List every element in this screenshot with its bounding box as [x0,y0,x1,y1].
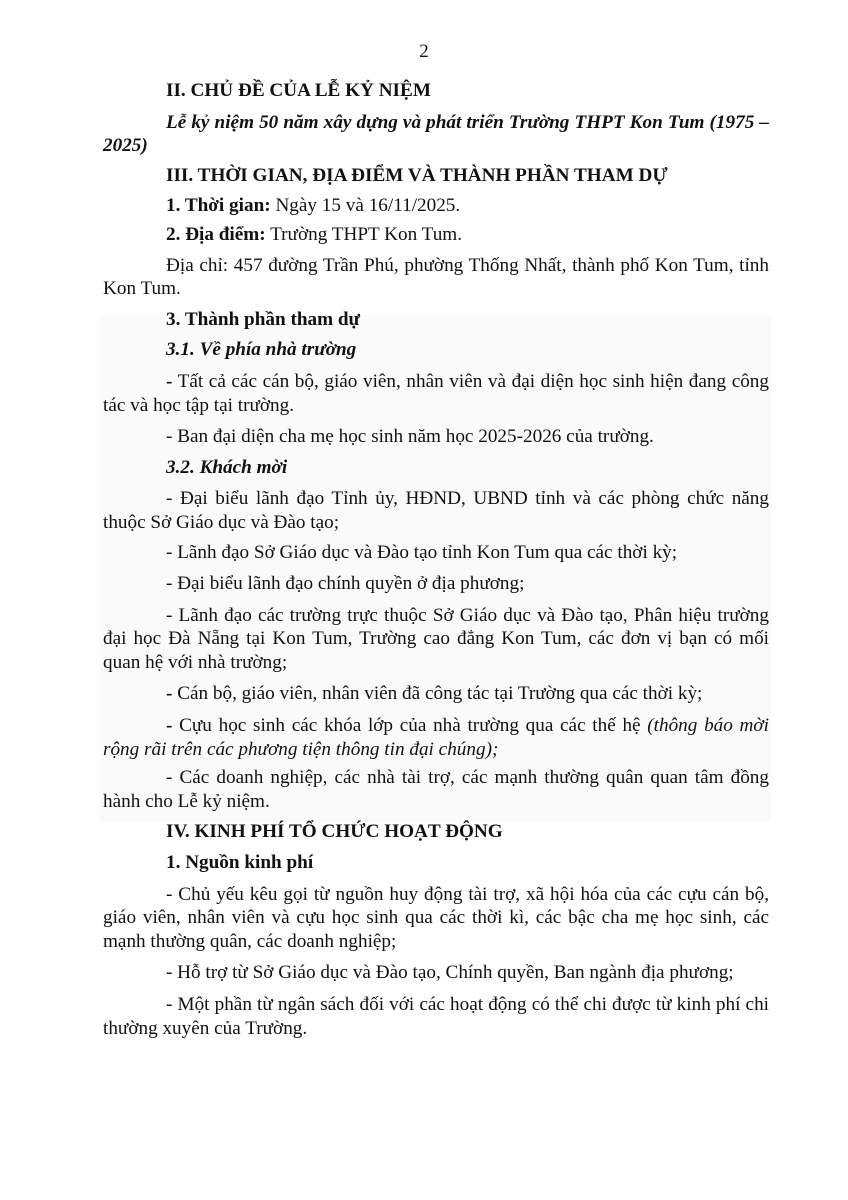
list-item: - Chủ yếu kêu gọi từ nguồn huy động tài trợ, xã hội hóa của các cựu cán bộ, giáo viên, nhân viên và cựu học sinh qua các thời kì, các bậc cha mẹ học sinh, các mạnh thường quân, các doanh nghiệp; [103,883,769,952]
list-item-text: Các doanh nghiệp, các nhà tài trợ, các mạnh thường quân quan tâm đồng hành cho Lễ kỷ niệm. [103,767,769,812]
dash: - [166,573,173,595]
place-label: 2. Địa điểm: [166,223,266,245]
list-item [103,541,769,565]
list-item [103,425,769,449]
funding-heading: 1. Nguồn kinh phí [166,852,314,874]
page-number: 2 [419,41,429,62]
list-item: - Hỗ trợ từ Sở Giáo dục và Đào tạo, Chính quyền, Ban ngành địa phương; [166,962,734,984]
dash: - [166,541,173,563]
school-side-heading: 3.1. Về phía nhà trường [166,339,357,361]
list-item-text: Đại biểu lãnh đạo chính quyền ở địa phương; [172,573,525,595]
time-label: 1. Thời gian: [166,195,271,217]
celebration-theme: Lễ kỷ niệm 50 năm xây dựng và phát triển Trường THPT Kon Tum (1975 – 2025) [103,111,769,157]
dash: - [166,488,173,510]
list-item-text: Đại biểu lãnh đạo Tỉnh ủy, HĐND, UBND tỉnh và các phòng chức năng thuộc Sở Giáo dục và Đào tạo; [103,488,769,533]
document-body [103,79,769,1040]
list-item [103,487,769,534]
place-line [103,223,769,247]
list-item-text: Ban đại diện cha mẹ học sinh năm học 2025-2026 của trường. [172,426,654,448]
dash: - [166,683,173,705]
list-item [103,682,769,706]
section-3-heading: III. THỜI GIAN, ĐỊA ĐIỂM VÀ THÀNH PHẦN THAM DỰ [166,164,668,186]
section-4-heading: IV. KINH PHÍ TỔ CHỨC HOẠT ĐỘNG [166,821,503,843]
list-item [103,714,769,761]
dash: - [166,604,173,626]
section-2-heading: II. CHỦ ĐỀ CỦA LỄ KỶ NIỆM [166,80,431,101]
guests-heading: 3.2. Khách mời [166,456,288,478]
list-item: - Một phần từ ngân sách đối với các hoạt động có thể chi được từ kinh phí chi thường xuyên của Trường. [103,994,769,1039]
list-item-text: Cán bộ, giáo viên, nhân viên đã công tác tại Trường qua các thời kỳ; [172,683,703,705]
list-item-text: Lãnh đạo Sở Giáo dục và Đào tạo tỉnh Kon Tum qua các thời kỳ; [172,541,678,563]
place-value: Trường THPT Kon Tum. [265,223,463,245]
dash: - [166,767,173,789]
address: Địa chỉ: 457 đường Trần Phú, phường Thống Nhất, thành phố Kon Tum, tỉnh Kon Tum. [103,254,769,300]
list-item [103,572,769,596]
list-item-text: Lãnh đạo các trường trực thuộc Sở Giáo dục và Đào tạo, Phân hiệu trường đại học Đà Nẵng tại Kon Tum, Trường cao đẳng Kon Tum, các đơn vị bạn có mối quan hệ với nhà trường; [103,604,769,673]
participants-heading: 3. Thành phần tham dự [166,308,361,330]
time-value: Ngày 15 và 16/11/2025. [270,195,461,217]
dash: - [166,715,173,737]
list-item [103,604,769,675]
dash: - [166,370,173,392]
list-item-text: Cựu học sinh các khóa lớp của nhà trường qua các thế hệ [172,715,648,737]
dash: - [166,426,173,448]
list-item-text: Tất cả các cán bộ, giáo viên, nhân viên và đại diện học sinh hiện đang công tác và học tập tại trường. [103,370,769,416]
list-item [103,370,769,417]
list-item-note: (thông báo mời rộng rãi trên các phương tiện thông tin đại chúng); [103,715,769,760]
time-line [103,194,769,218]
list-item [103,766,769,813]
